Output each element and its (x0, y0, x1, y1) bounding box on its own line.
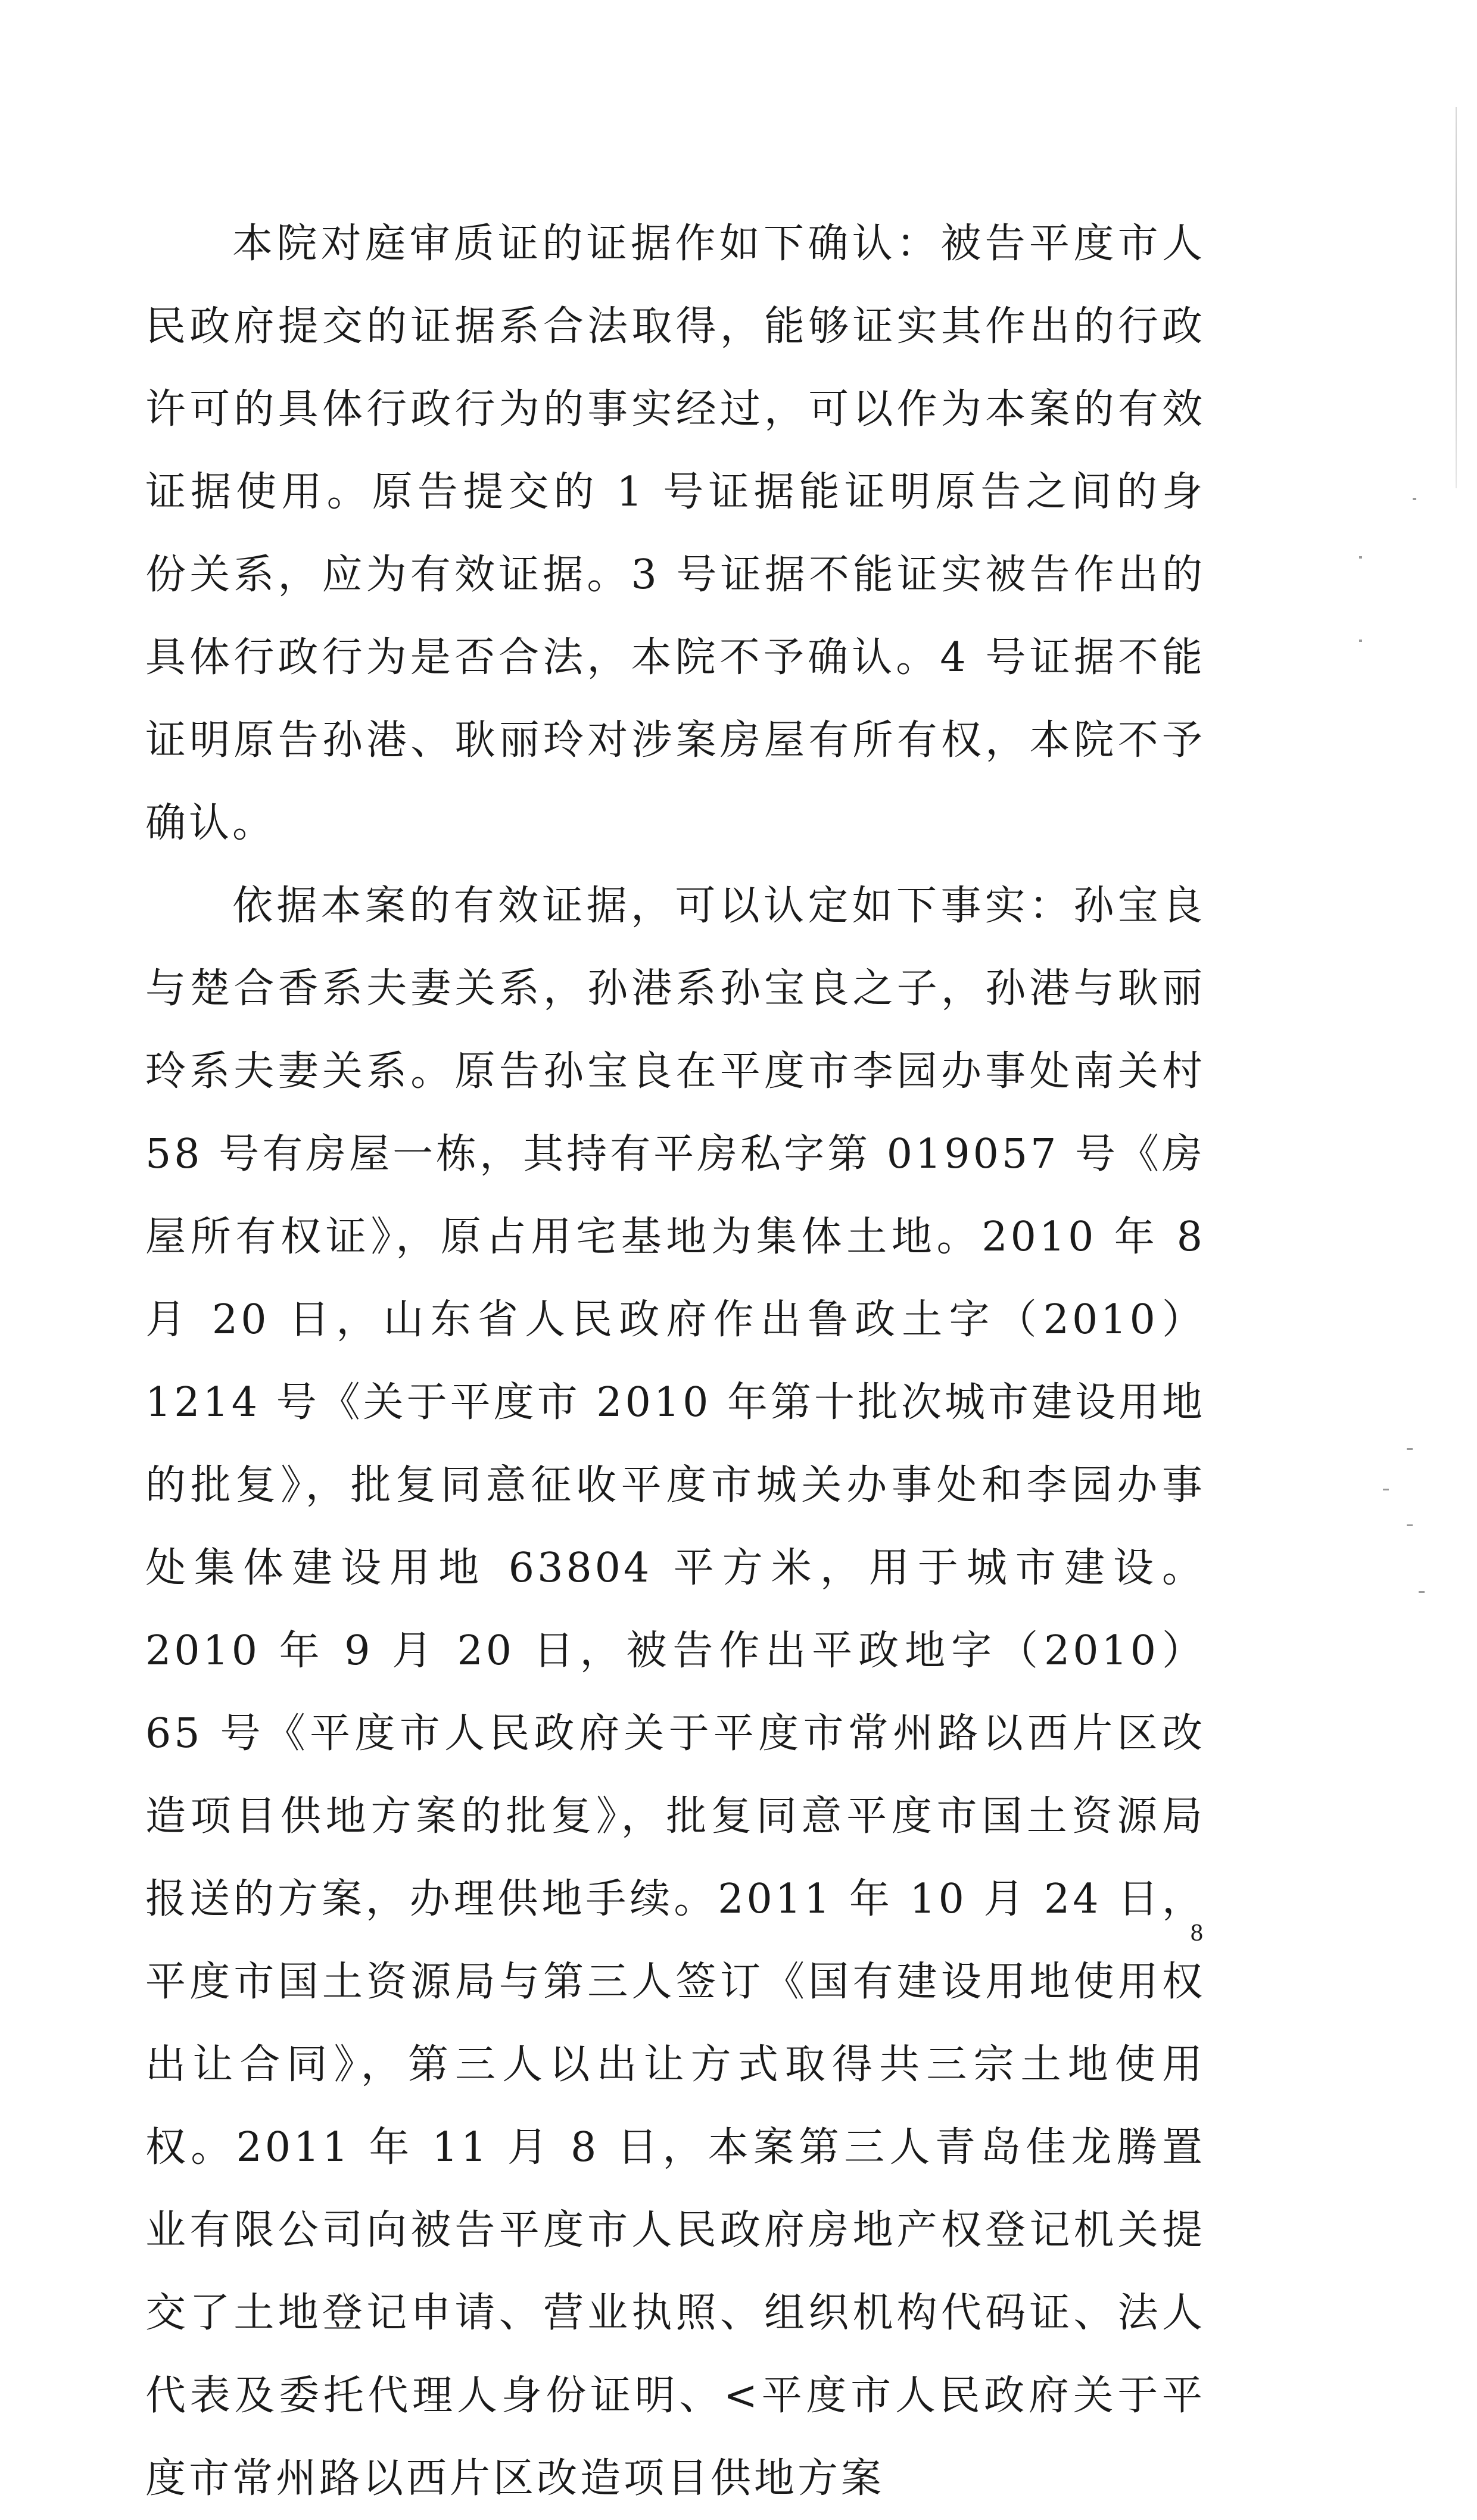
page-number: 8 (1190, 1922, 1204, 1946)
paragraph-evidence-confirmation: 本院对庭审质证的证据作如下确认：被告平度市人民政府提交的证据系合法取得，能够证实其作出的行政许可的具体行政行为的事实经过，可以作为本案的有效证据使用。原告提交的 1 号证据能证明原告之间的身份关系，应为有效证据。3 号证据不能证实被告作出的具体行政行为是否合法，本院不予确认。4 号证据不能证明原告孙港、耿丽玲对涉案房屋有所有权，本院不予确认。 (145, 220, 1205, 847)
scan-mark (1413, 498, 1416, 500)
scan-mark (1359, 640, 1362, 642)
scan-mark (1383, 1489, 1389, 1490)
scan-mark (1419, 1591, 1425, 1593)
scan-mark (1407, 1448, 1413, 1450)
scan-mark (1407, 1524, 1413, 1526)
scan-mark (1359, 556, 1362, 559)
document-body (145, 202, 1205, 2520)
scan-edge-line (1456, 107, 1457, 488)
paragraph-facts-found: 依据本案的有效证据，可以认定如下事实：孙宝良与楚合香系夫妻关系，孙港系孙宝良之子，孙港与耿丽玲系夫妻关系。原告孙宝良在平度市李园办事处南关村 58 号有房屋一栋，其持有平房私字第 019057 号《房屋所有权证》，原占用宅基地为集体土地。2010 年 8 月 20 日，山东省人民政府作出鲁政土字（2010）1214 号《关于平度市 2010 年第十批次城市建设用地的批复》，批复同意征收平度市城关办事处和李园办事处集体建设用地 63804 平方米，用于城市建设。2010 年 9 月 20 日，被告作出平政地字（2010）65 号《平度市人民政府关于平度市常州路以西片区改造项目供地方案的批复》，批复同意平度市国土资源局报送的方案，办理供地手续。2011 年 10 月 24 日，平度市国土资源局与第三人签订《国有建设用地使用权出让合同》，第三人以出让方式取得共三宗土地使用权。2011 年 11 月 8 日，本案第三人青岛佳龙腾置业有限公司向被告平度市人民政府房地产权登记机关提交了土地登记申请、营业执照、组织机构代码证、法人代表及委托代理人身份证明、<平度市人民政府关于平度市常州路以西片区改造项目供地方案 (145, 882, 1205, 2502)
